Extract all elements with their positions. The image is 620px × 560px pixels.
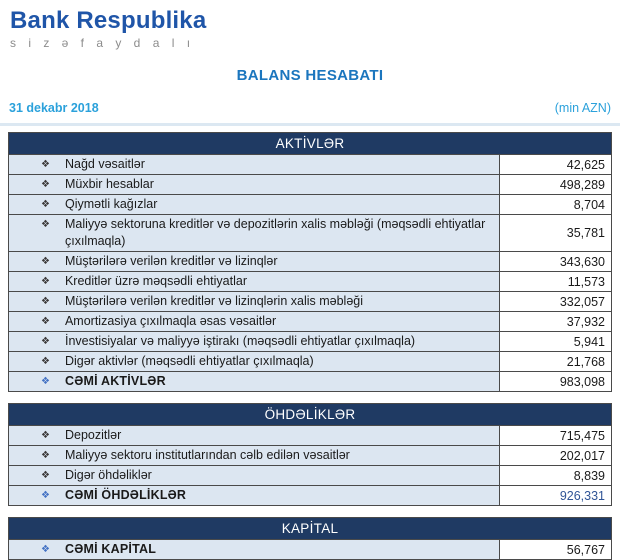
section-rows (9, 539, 611, 559)
table-row (9, 331, 611, 351)
table-row (9, 465, 611, 485)
row-label: Depozitlər (64, 428, 122, 442)
row-label-cell (9, 312, 499, 331)
row-label-cell (9, 540, 499, 559)
diamond-bullet-icon: ❖ (41, 199, 50, 210)
row-value: 5,941 (499, 332, 611, 351)
balance-section (8, 403, 612, 506)
row-value: 926,331 (499, 486, 611, 505)
bank-logo-name: Bank Respublika (10, 7, 207, 34)
bank-logo-tagline: s i z ə f a y d a l ı (10, 36, 195, 50)
row-label-cell (9, 372, 499, 391)
row-value: 8,704 (499, 195, 611, 214)
row-label: Müştərilərə verilən kreditlər və lizinqlər (64, 254, 278, 268)
row-label: Qiymətli kağızlar (64, 197, 158, 211)
row-value: 715,475 (499, 426, 611, 445)
report-meta (0, 101, 620, 115)
table-row (9, 371, 611, 391)
table-row (9, 194, 611, 214)
table-row (9, 251, 611, 271)
diamond-bullet-icon: ❖ (41, 179, 50, 190)
row-value: 8,839 (499, 466, 611, 485)
row-label: Nağd vəsaitlər (64, 157, 145, 171)
row-value: 37,932 (499, 312, 611, 331)
diamond-bullet-icon: ❖ (41, 256, 50, 267)
diamond-bullet-icon: ❖ (41, 276, 50, 287)
table-row (9, 154, 611, 174)
row-label-cell (9, 175, 499, 194)
row-label-cell (9, 252, 499, 271)
row-label: Digər öhdəliklər (64, 468, 152, 482)
diamond-bullet-icon: ❖ (41, 219, 50, 230)
row-label: Müştərilərə verilən kreditlər və lizinqlərin xalis məbləği (64, 294, 363, 308)
table-row (9, 351, 611, 371)
table-row (9, 214, 611, 251)
section-header: KAPİTAL (9, 518, 611, 539)
table-row (9, 291, 611, 311)
diamond-bullet-icon: ❖ (41, 450, 50, 461)
row-value: 21,768 (499, 352, 611, 371)
row-label-cell (9, 155, 499, 174)
row-label-cell (9, 292, 499, 311)
row-label: Amortizasiya çıxılmaqla əsas vəsaitlər (64, 314, 277, 328)
row-value: 343,630 (499, 252, 611, 271)
row-value: 56,767 (499, 540, 611, 559)
row-label-cell (9, 426, 499, 445)
report-date: 31 dekabr 2018 (9, 101, 99, 115)
row-value: 42,625 (499, 155, 611, 174)
row-label-cell (9, 446, 499, 465)
row-label-cell (9, 466, 499, 485)
row-value: 983,098 (499, 372, 611, 391)
diamond-bullet-icon: ❖ (41, 316, 50, 327)
diamond-bullet-icon: ❖ (41, 376, 50, 387)
diamond-bullet-icon: ❖ (41, 470, 50, 481)
table-row (9, 539, 611, 559)
table-row (9, 174, 611, 194)
diamond-bullet-icon: ❖ (41, 336, 50, 347)
row-label: Müxbir hesablar (64, 177, 154, 191)
balance-section (8, 132, 612, 392)
row-label: Digər aktivlər (məqsədli ehtiyatlar çıxılmaqla) (64, 354, 314, 368)
diamond-bullet-icon: ❖ (41, 544, 50, 555)
row-label: İnvestisiyalar və maliyyə iştirakı (məqsədli ehtiyatlar çıxılmaqla) (64, 334, 416, 348)
table-row (9, 271, 611, 291)
row-label: CƏMİ AKTİVLƏR (64, 374, 166, 388)
table-row (9, 425, 611, 445)
row-label: CƏMİ ÖHDƏLİKLƏR (64, 488, 187, 502)
balance-section (8, 517, 612, 560)
row-label-cell (9, 352, 499, 371)
row-value: 35,781 (499, 215, 611, 251)
section-header: AKTİVLƏR (9, 133, 611, 154)
row-label-cell (9, 195, 499, 214)
row-label: Maliyyə sektoruna kreditlər və depozitlərin xalis məbləği (məqsədli ehtiyatlar çıxılmaqla) (64, 217, 486, 248)
section-rows (9, 425, 611, 505)
diamond-bullet-icon: ❖ (41, 159, 50, 170)
row-value: 202,017 (499, 446, 611, 465)
row-value: 11,573 (499, 272, 611, 291)
bank-logo (0, 0, 620, 51)
diamond-bullet-icon: ❖ (41, 296, 50, 307)
report-title: BALANS HESABATI (236, 67, 384, 84)
section-rows (9, 154, 611, 391)
row-label-cell (9, 215, 499, 251)
diamond-bullet-icon: ❖ (41, 430, 50, 441)
diamond-bullet-icon: ❖ (41, 490, 50, 501)
section-header: ÖHDƏLİKLƏR (9, 404, 611, 425)
row-label-cell (9, 486, 499, 505)
row-value: 498,289 (499, 175, 611, 194)
row-label-cell (9, 332, 499, 351)
row-label: CƏMİ KAPİTAL (64, 542, 157, 556)
table-row (9, 311, 611, 331)
table-row (9, 485, 611, 505)
row-label: Kreditlər üzrə məqsədli ehtiyatlar (64, 274, 247, 288)
row-value: 332,057 (499, 292, 611, 311)
table-row (9, 445, 611, 465)
row-label-cell (9, 272, 499, 291)
balance-tables (0, 126, 620, 560)
report-unit: (min AZN) (554, 101, 611, 115)
row-label: Maliyyə sektoru institutlarından cəlb edilən vəsaitlər (64, 448, 350, 462)
diamond-bullet-icon: ❖ (41, 356, 50, 367)
